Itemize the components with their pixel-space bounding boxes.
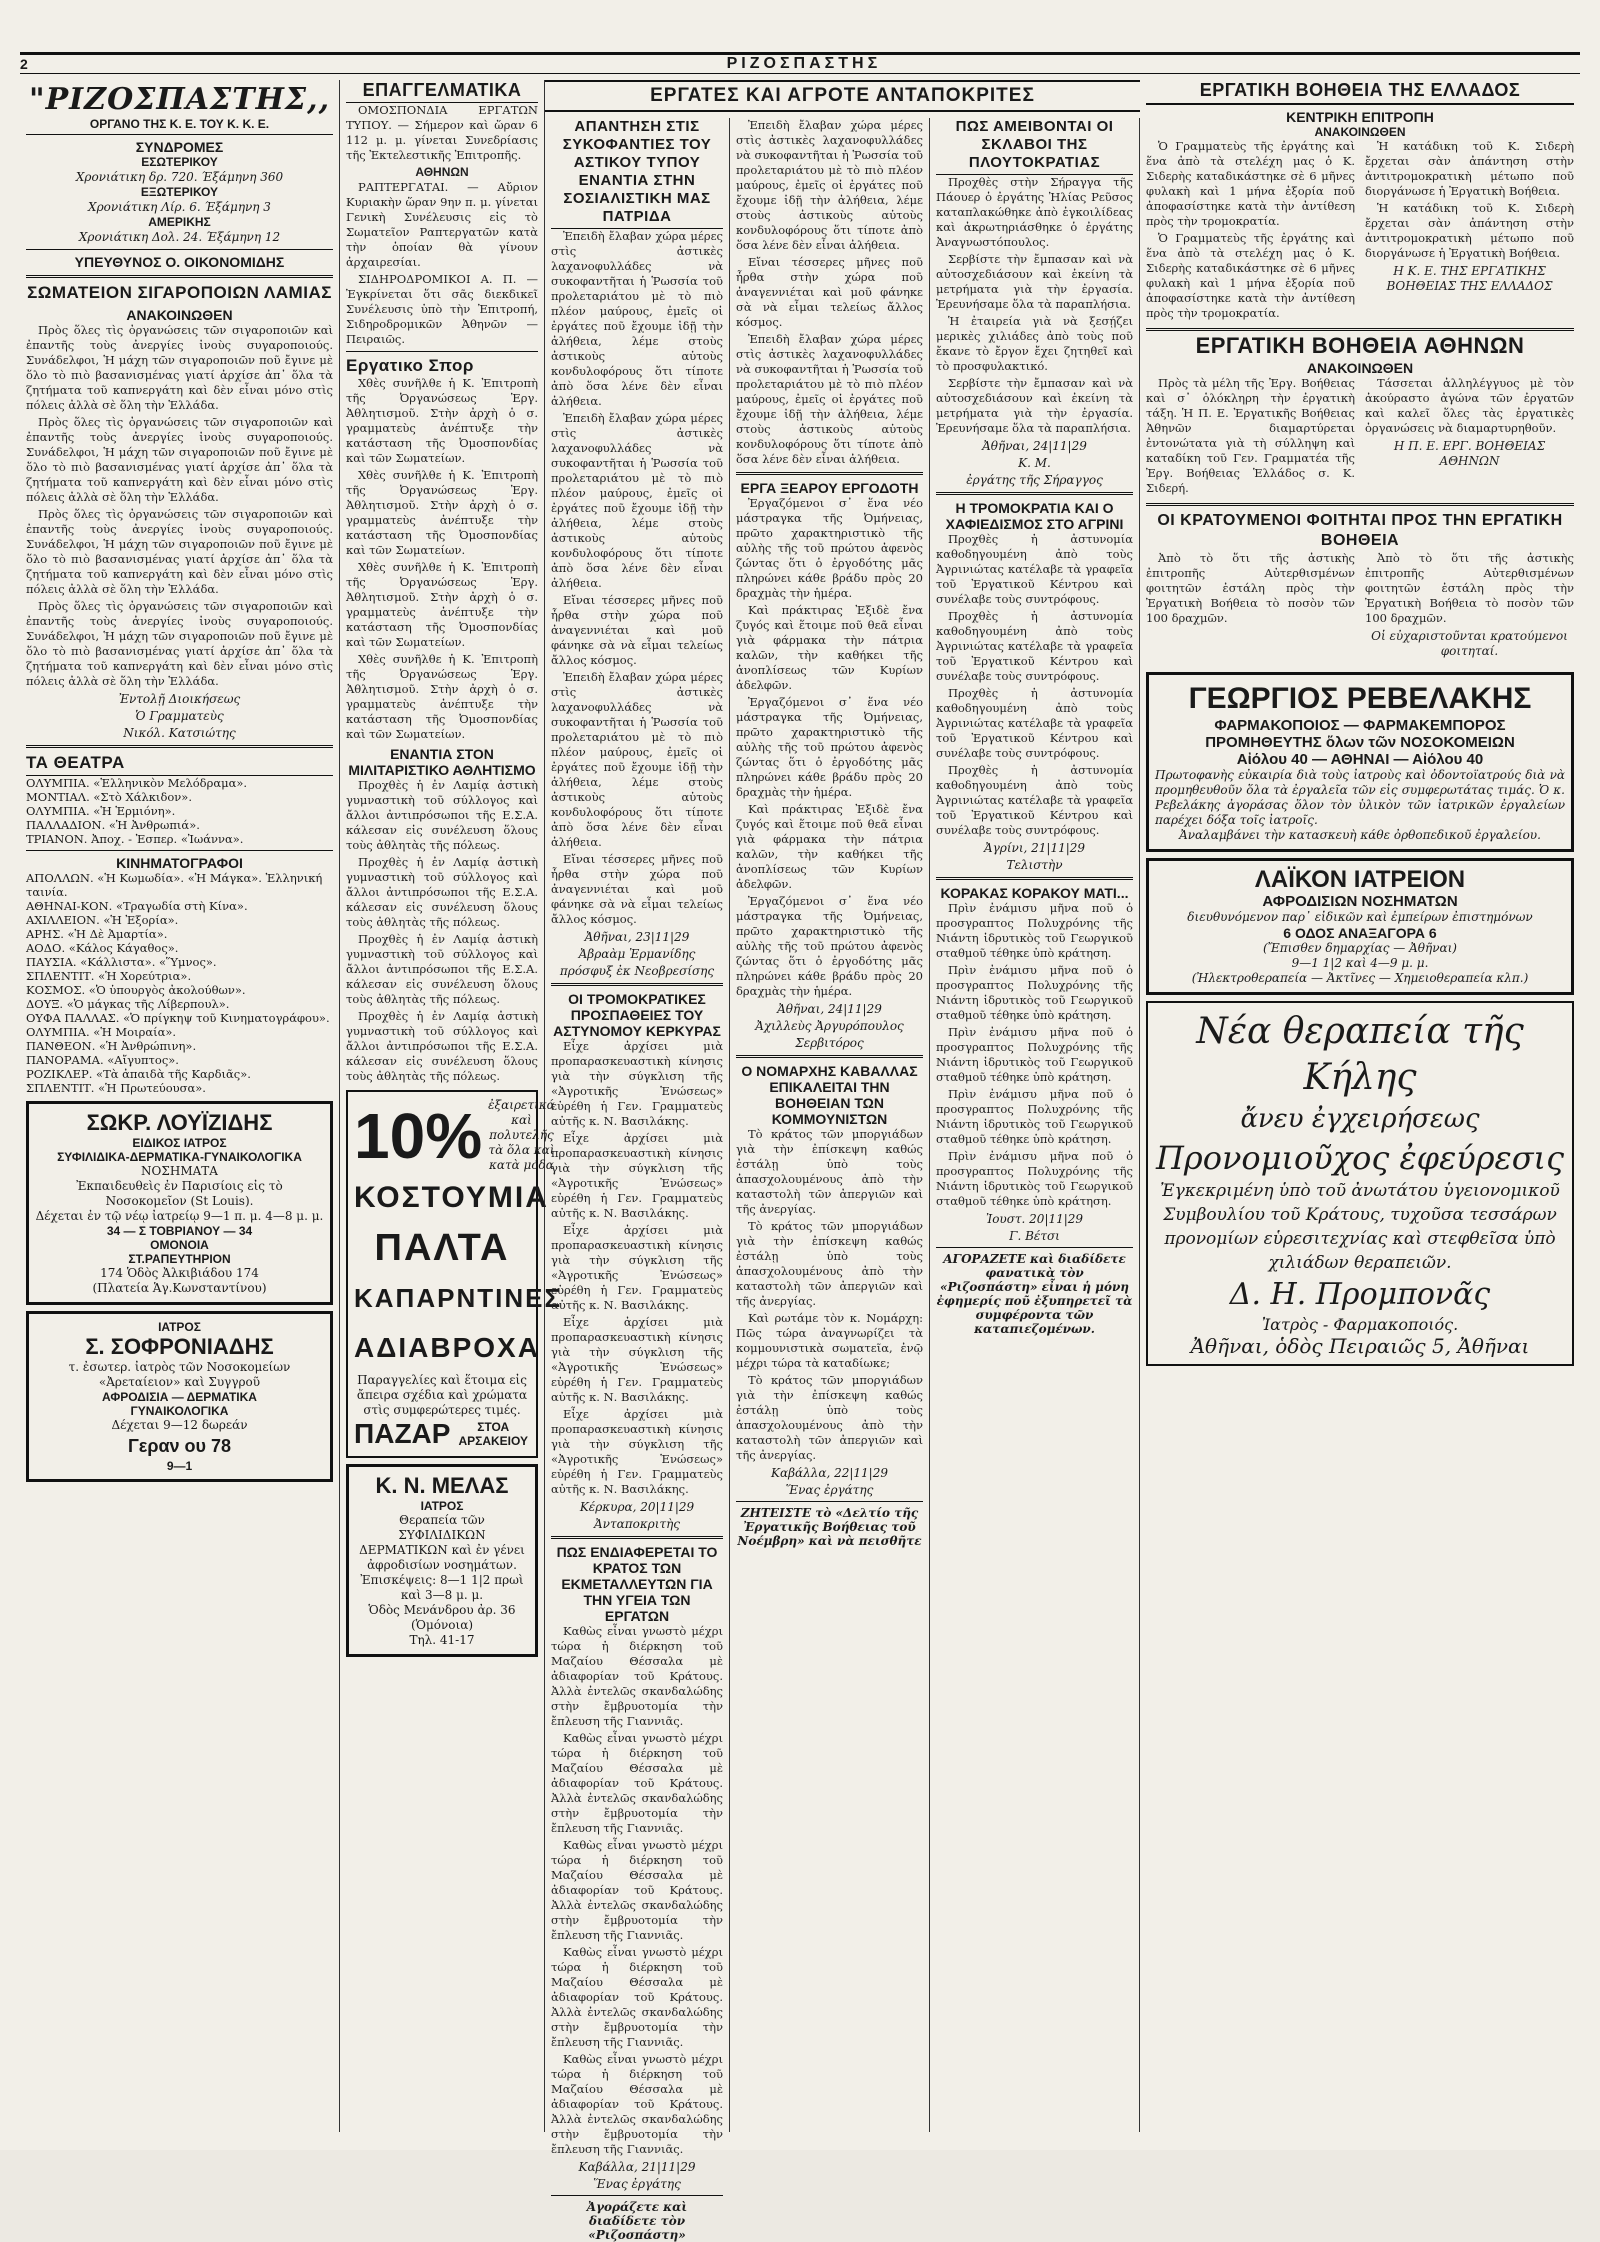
ad-hernia	[1146, 1001, 1574, 1366]
theatre-item: ΤΡΙΑΝΟΝ. Ἀποχ. - Ἑσπερ. «Ἰωάννα».	[26, 832, 244, 846]
ad-louizidis-line: (Πλατεία Ἁγ.Κωνσταντίνου)	[92, 1281, 267, 1295]
union-sig-2: Ὁ Γραμματεὺς	[135, 709, 224, 723]
relief-title: ΕΡΓΑΤΙΚΗ ΒΟΗΘΕΙΑ ΤΗΣ ΕΛΛΑΔΟΣ	[1146, 80, 1574, 105]
ad-sofroniadis-address: Γεραν ου 78	[127, 1436, 232, 1456]
ad-louizidis-line: ΝΟΣΗΜΑΤΑ	[141, 1164, 218, 1178]
reply-text: Ἐπειδὴ ἔλαβαν χώρα μέρες στὶς ἀστικὲς λαχανοφυλλάδες νὰ συκοφαντῆται ἡ Ῥωσσία τοῦ προλεταριάτου μὲ τὸ πιὸ πλέον μαύρους, ἐμεῖς οἱ ἐργάτες ποῦ ἔχουμε ἰδῇ τὴν ἀλήθεια, λέμε στοὺς ἀστικοὺς αὐτοὺς κονδυλοφόρους ὅτι τίποτε ἀπὸ ὅσα λένε δὲν εἶναι ἀλήθεια. Ἐπειδὴ ἔλαβαν χώρα μέρες στὶς ἀστικὲς λαχανοφυλλάδες νὰ συκοφαντῆται ἡ Ῥωσσία τοῦ προλεταριάτου μὲ τὸ πιὸ πλέον μαύρους, ἐμεῖς οἱ ἐργάτες ποῦ ἔχουμε ἰδῇ τὴν ἀλήθεια, λέμε στοὺς ἀστικοὺς αὐτοὺς κονδυλοφόρους ὅτι τίποτε ἀπὸ ὅσα λένε δὲν εἶναι ἀλήθεια. Εἴναι τέσσερες μῆνες ποῦ ἦρθα στὴν χώρα ποῦ ἀναγεννιέται καὶ μοῦ φάνηκε σὰ νὰ εἶμαι τελείως ἄλλος κόσμος. Ἐπειδὴ ἔλαβαν χώρα μέρες στὶς ἀστικὲς λαχανοφυλλάδες νὰ συκοφαντῆται ἡ Ῥωσσία τοῦ προλεταριάτου μὲ τὸ πιὸ πλέον μαύρους, ἐμεῖς οἱ ἐργάτες ποῦ ἔχουμε ἰδῇ τὴν ἀλήθεια, λέμε στοὺς ἀστικοὺς αὐτοὺς κονδυλοφόρους ὅτι τίποτε ἀπὸ ὅσα λένε δὲν εἶναι ἀλήθεια. Εἴναι τέσσερες μῆνες ποῦ ἦρθα στὴν χώρα ποῦ ἀναγεννιέται καὶ μοῦ φάνηκε σὰ νὰ εἶμαι τελείως ἄλλος κόσμος.	[551, 229, 723, 926]
ad-sofroniadis-hours: 9—1	[166, 1459, 193, 1473]
masthead-title: ΡΙΖΟΣΠΑΣΤΗΣ	[726, 55, 882, 72]
column-3	[545, 118, 730, 2242]
theatre-title: ΤΑ ΘΕΑΤΡΑ	[26, 753, 333, 776]
students-title: ΟΙ ΚΡΑΤΟΥΜΕΝΟΙ ΦΟΙΤΗΤΑΙ ΠΡΟΣ ΤΗΝ ΕΡΓΑΤΙΚΗ ΒΟΗΘΕΙΑ	[1157, 512, 1563, 549]
correspondents-banner: ΕΡΓΑΤΕΣ ΚΑΙ ΑΓΡΟΤΕ ΑΝΤΑΠΟΚΡΙΤΕΣ	[545, 80, 1140, 112]
slaves-author-note: ἐργάτης τῆς Σήραγγος	[966, 473, 1103, 487]
ad-laiko-line: διευθυνόμενον παρ᾽ εἰδικῶν καὶ ἐμπείρων ἐπιστημόνων	[1187, 910, 1533, 924]
ad-louizidis	[26, 1101, 333, 1305]
ad-hernia-doctor: Δ. Η. Προμπονᾶς	[1229, 1277, 1491, 1312]
athens-relief-columns	[1146, 376, 1574, 498]
ad-melas-line: Ἐπισκέψεις: 8—1 1|2 πρωὶ καὶ 3—8 μ. μ.	[360, 1573, 524, 1602]
ad-melas-sub: ΙΑΤΡΟΣ	[420, 1499, 464, 1513]
corfu-title: ΟΙ ΤΡΟΜΟΚΡΑΤΙΚΕΣ ΠΡΟΣΠΑΘΕΙΕΣ ΤΟΥ ΑΣΤΥΝΟΜΟΥ ΚΕΡΚΥΡΑΣ	[553, 991, 721, 1039]
ad-revelakis-name: ΓΕΩΡΓΙΟΣ ΡΕΒΕΛΑΚΗΣ	[1188, 682, 1532, 715]
athens-relief-left: Πρὸς τὰ μέλη τῆς Ἐργ. Βοήθειας καὶ σ᾽ ὁλόκληρη τὴν ἐργατικὴ τάξη. Ἡ Π. Ε. Ἐργατικῆς Βοήθειας Ἀθηνῶν διαμαρτύρεται ἐντονώτατα γιὰ τὴ σύλληψη καὶ καταδίκη τοῦ Γεν. Γραμματέα τῆς Ἐργ. Βοήθειας Ἑλλάδος σ. Κ. Σιδερή.	[1146, 376, 1355, 495]
prefect-title: Ο ΝΟΜΑΡΧΗΣ ΚΑΒΑΛΛΑΣ ΕΠΙΚΑΛΕΙΤΑΙ ΤΗΝ ΒΟΗΘΕΙΑΝ ΤΩΝ ΚΟΜΜΟΥΝΙΣΤΩΝ	[741, 1063, 918, 1127]
theatre-item: ΠΑΛΛΑΔΙΟΝ. «Ἡ Ἀνθρωπιά».	[26, 818, 200, 832]
sport-text: Χθὲς συνῆλθε ἡ Κ. Ἐπιτροπὴ τῆς Ὀργανώσεως Ἐργ. Ἀθλητισμοῦ. Στὴν ἀρχὴ ὁ σ. γραμματεὺς ἀνέπτυξε τὴν κατάσταση τῆς Ὀμοσπονδίας καὶ τῶν Σωματείων. Χθὲς συνῆλθε ἡ Κ. Ἐπιτροπὴ τῆς Ὀργανώσεως Ἐργ. Ἀθλητισμοῦ. Στὴν ἀρχὴ ὁ σ. γραμματεὺς ἀνέπτυξε τὴν κατάσταση τῆς Ὀμοσπονδίας καὶ τῶν Σωματείων. Χθὲς συνῆλθε ἡ Κ. Ἐπιτροπὴ τῆς Ὀργανώσεως Ἐργ. Ἀθλητισμοῦ. Στὴν ἀρχὴ ὁ σ. γραμματεὺς ἀνέπτυξε τὴν κατάσταση τῆς Ὀμοσπονδίας καὶ τῶν Σωματείων. Χθὲς συνῆλθε ἡ Κ. Ἐπιτροπὴ τῆς Ὀργανώσεως Ἐργ. Ἀθλητισμοῦ. Στὴν ἀρχὴ ὁ σ. γραμματεὺς ἀνέπτυξε τὴν κατάσταση τῆς Ὀμοσπονδίας καὶ τῶν Σωματείων.	[346, 376, 538, 741]
employer-author-note: Σερβιτόρος	[795, 1036, 864, 1050]
athens-relief-right: Τάσσεται ἀλληλέγγυος μὲ τὸν ἀκούραστο ἀγώνα τῶν ἐργατῶν καὶ καλεῖ ὅλες τὰς ἐργατικὲς ὀργανώσεις νὰ διαμαρτυρηθοῦν. Η Π. Ε. ΕΡΓ. ΒΟΗΘΕΙΑΣ ΑΘΗΝΩΝ	[1365, 376, 1574, 468]
ad-laiko-hours: 9—1 1|2 καὶ 4—9 μ. μ.	[1291, 956, 1429, 970]
ad-louizidis-line: 34 — Σ ΤΟΒΡΙΑΝΟΥ — 34	[106, 1224, 253, 1238]
reply-author: Ἀβραὰμ Ἐρμανίδης	[578, 947, 696, 961]
cinema-item: ΣΠΛΕΝΤΙΤ. «Ἡ Χορεύτρια».	[26, 969, 192, 983]
employer-author: Ἀχιλλεὺς Ἀργυρόπουλος	[755, 1019, 904, 1033]
slaves-title: ΠΩΣ ΑΜΕΙΒΟΝΤΑΙ ΟΙ ΣΚΛΑΒΟΙ ΤΗΣ ΠΛΟΥΤΟΚΡΑΤΙΑΣ	[936, 118, 1133, 175]
cinema-item: ΑΠΟΛΛΩΝ. «Ἡ Κωμωδία». «Ἡ Μάγκα». Ἑλληνική ταινία.	[26, 871, 323, 899]
foreign-rate: Χρονιάτικη Λίρ. 6. Έξάμηνη 3	[88, 200, 271, 214]
ad-hernia-sub: ἄνευ ἐγχειρήσεως	[1240, 1104, 1480, 1134]
trade-text: ΟΜΟΣΠΟΝΔΙΑ ΕΡΓΑΤΩΝ ΤΥΠΟΥ. — Σήμερον καὶ ὥραν 6 112 μ. μ. γίνεται Συνεδρίασις τῆς Ἐκτελεστικῆς Ἐπιτροπῆς. ΑΘΗΝΩΝ ΡΑΠΤΕΡΓΑΤΑΙ. — Αὔριον Κυριακὴν ὥραν 9ην π. μ. γίνεται Γενικὴ Συνέλευσις εἰς τὸ Σωματεῖον Ραπτεργατῶν κατὰ τὴν ὁποίαν θὰ γίνουν ἀρχαιρεσίαι. ΣΙΔΗΡΟΔΡΟΜΙΚΟΙ Α. Π. — Ἐγκρίνεται ὅτι σᾶς διεκδικεῖ Συνέλευσις ὑπὸ τὴν Ἐπιτροπή, Σιδηροδρομικῶν Ἀθηνῶν — Πειραιῶς.	[346, 103, 538, 346]
prefect-date: Καβάλλα, 22|11|29	[771, 1466, 888, 1480]
agrinio-date: Ἀγρίνι, 21|11|29	[983, 841, 1086, 855]
ad-laiko-name: ΛΑΪΚΟΝ ΙΑΤΡΕΙΟΝ	[1254, 866, 1466, 893]
subscriptions-title: ΣΥΝΔΡΟΜΕΣ	[135, 139, 224, 155]
cinema-item: ΑΘΗΝΑΙ-ΚΟΝ. «Τραγωδία στὴ Κίνα».	[26, 899, 248, 913]
page-number: 2	[20, 56, 28, 72]
corfu-date: Κέρκυρα, 20|11|29	[579, 1500, 695, 1514]
slaves-date: Ἀθῆναι, 24|11|29	[982, 439, 1087, 453]
ad-louizidis-sub: ΕΙΔΙΚΟΣ ΙΑΤΡΟΣ	[132, 1136, 227, 1150]
domestic-rate: Χρονιάτικη δρ. 720. Έξάμηνη 360	[75, 170, 284, 184]
theatre-list	[26, 776, 333, 846]
relief-text-columns	[1146, 139, 1574, 323]
cinema-item: ΟΥΦΑ ΠΑΛΛΑΣ. «Ὁ πρίγκηψ τοῦ Κινηματογράφου».	[26, 1011, 330, 1025]
ad-hernia-profession: Ἰατρὸς - Φαρμακοποιός.	[1261, 1315, 1459, 1334]
masthead	[20, 52, 1580, 74]
ad-louizidis-line: ΣΤ.ΡΑΠΕΥΤΗΡΙΟΝ	[128, 1252, 231, 1266]
relief-signature: Η Κ. Ε. ΤΗΣ ΕΡΓΑΤΙΚΗΣ ΒΟΗΘΕΙΑΣ ΤΗΣ ΕΛΛΑΔΟΣ	[1386, 264, 1553, 293]
prefect-text: Τὸ κράτος τῶν μποργιάδων γιὰ τὴν ἐπίσκεψη καθώς ἐστάλῃ ὑπὸ τοὺς ἀπασχολουμένους ἀπὸ τὴν καταστολὴ τῶν ἀπεργιῶν καὶ τῆς ἀνεργίας. Τὸ κράτος τῶν μποργιάδων γιὰ τὴν ἐπίσκεψη καθώς ἐστάλῃ ὑπὸ τοὺς ἀπασχολουμένους ἀπὸ τὴν καταστολὴ τῶν ἀπεργιῶν καὶ τῆς ἀνεργίας. Καὶ ρωτάμε τὸν κ. Νομάρχη: Πῶς τώρα ἀναγνωρίζει τὰ κομμουνιστικὰ σωματεῖα, ἐνῷ μέχρι τώρα τὰ καταδίωκε; Τὸ κράτος τῶν μποργιάδων γιὰ τὴν ἐπίσκεψη καθώς ἐστάλῃ ὑπὸ τοὺς ἀπασχολουμένους ἀπὸ τὴν καταστολὴ τῶν ἀπεργιῶν καὶ τῆς ἀνεργίας.	[736, 1127, 923, 1462]
column-2	[340, 80, 563, 2132]
cinema-title: ΚΙΝΗΜΑΤΟΓΡΑΦΟΙ	[116, 855, 243, 871]
ad-word: ΠΑΛΤΑ	[374, 1227, 510, 1269]
ad-hernia-invention: Προνομιοῦχος ἐφεύρεσις	[1155, 1139, 1564, 1177]
foreign-label: ΕΞΩΤΕΡΙΚΟΥ	[140, 185, 219, 199]
column-5	[930, 118, 1140, 2132]
health-title: ΠΩΣ ΕΝΔΙΑΦΕΡΕΤΑΙ ΤΟ ΚΡΑΤΟΣ ΤΩΝ ΕΚΜΕΤΑΛΛΕΥΤΩΝ ΓΙΑ ΤΗΝ ΥΓΕΙΑ ΤΩΝ ΕΡΓΑΤΩΝ	[556, 1544, 718, 1624]
ad-hernia-address: Ἀθῆναι, ὁδὸς Πειραιῶς 5, Ἀθῆναι	[1190, 1334, 1530, 1358]
ad-laiko-iatreio	[1146, 858, 1574, 995]
ad-discount: 10%	[354, 1099, 483, 1172]
cinema-item: ΠΑΥΣΙΑ. «Κάλλιστα». «Ὕμνος».	[26, 955, 217, 969]
health-date: Καβάλλα, 21|11|29	[578, 2160, 696, 2174]
agrinio-author: Τελιστὴν	[1006, 858, 1063, 872]
theatre-item: ΟΛΥΜΠΙΑ. «Ἑλληνικὸν Μελόδραμα».	[26, 776, 248, 790]
ad-melas-line: Ὁδὸς Μενάνδρου ἀρ. 36 (Ὁμόνοια)	[368, 1603, 516, 1632]
cinema-item: ΠΑΝΟΡΑΜΑ. «Αἴγυπτος».	[26, 1053, 179, 1067]
relief-notice: ΑΝΑΚΟΙΝΩΘΕΝ	[1314, 125, 1406, 139]
ad-hernia-title: Νέα θεραπεία τῆς Κήλης	[1196, 1011, 1524, 1098]
column-6	[1140, 80, 1580, 2132]
ad-revelakis-sub: ΦΑΡΜΑΚΟΠΟΙΟΣ — ΦΑΡΜΑΚΕΜΠΟΡΟΣ	[1214, 717, 1506, 734]
ad-louizidis-line: Δέχεται ἐν τῷ νέῳ ἰατρείῳ 9—1 π. μ. 4—8 μ. μ.	[35, 1209, 324, 1223]
col3-footer: Ἀγοράζετε καὶ διαδίδετε τὸν «Ριζοσπάστη»	[586, 2200, 688, 2242]
cinema-item: ΔΟΥΞ. «Ὁ μάγκας τῆς Λίβερπουλ».	[26, 997, 230, 1011]
union-sig-3: Νικόλ. Κατσιώτης	[123, 726, 236, 740]
ad-louizidis-spec: ΣΥΦΙΛΙΔΙΚΑ-ΔΕΡΜΑΤΙΚΑ-ΓΥΝΑΙΚΟΛΟΓΙΚΑ	[57, 1150, 302, 1164]
paper-organ: ΟΡΓΑΝΟ ΤΗΣ Κ. Ε. ΤΟΥ Κ. Κ. Ε.	[26, 117, 333, 135]
col5-footer: ΑΓΟΡΑΖΕΤΕ καὶ διαδίδετε φανατικὰ τὸν «Ριζοσπάστη» εἶναι ἡ μόνη ἐφημερίς ποῦ ἐξυπηρετεῖ τὰ συμφέροντα τῶν καταπιεζομένων.	[936, 1252, 1133, 1336]
agrinio-text: Προχθὲς ἡ ἀστυνομία καθοδηγουμένη ἀπὸ τοὺς Ἀγρινιώτας κατέλαβε τὰ γραφεῖα τοῦ Ἐργατικοῦ Κέντρου καὶ συνέλαβε τοὺς συντρόφους. Προχθὲς ἡ ἀστυνομία καθοδηγουμένη ἀπὸ τοὺς Ἀγρινιώτας κατέλαβε τὰ γραφεῖα τοῦ Ἐργατικοῦ Κέντρου καὶ συνέλαβε τοὺς συντρόφους. Προχθὲς ἡ ἀστυνομία καθοδηγουμένη ἀπὸ τοὺς Ἀγρινιώτας κατέλαβε τὰ γραφεῖα τοῦ Ἐργατικοῦ Κέντρου καὶ συνέλαβε τοὺς συντρόφους. Προχθὲς ἡ ἀστυνομία καθοδηγουμένη ἀπὸ τοὺς Ἀγρινιώτας κατέλαβε τὰ γραφεῖα τοῦ Ἐργατικοῦ Κέντρου καὶ συνέλαβε τοὺς συντρόφους.	[936, 532, 1133, 837]
ad-word: ΚΑΠΑΡΝΤΙΝΕΣ	[354, 1283, 563, 1313]
prefect-author: Ἕνας ἐργάτης	[785, 1483, 874, 1497]
union-notice: ΑΝΑΚΟΙΝΩΘΕΝ	[126, 307, 233, 323]
cinema-list	[26, 871, 333, 1095]
employer-text: Ἐργαζόμενοι σ᾽ ἕνα νέο μάστραγκα τῆς Ὀμήνειας, πρῶτο χαρακτηριστικὸ τῆς αὐλὴς τῆς τοῦ πρώτου ἀφενὸς ζώντας ὅτι ὁ ἐργοδότης μᾶς πληρώνει κάθε βράδυ πρὸς 20 δραχμὰς τὴν ἡμέρα. Καὶ πράκτιρας Ἐξιδὲ ἔνα ζυγός καὶ ἕτοιμε ποῦ θεᾶ εἶναι γιὰ φάρμακα τὴν πάτρια καλῶν, τὴν καθήκει τῆς ἀνοπλίσεως τῶν Κυρίων ἀδελφῶν. Ἐργαζόμενοι σ᾽ ἕνα νέο μάστραγκα τῆς Ὀμήνειας, πρῶτο χαρακτηριστικὸ τῆς αὐλὴς τῆς τοῦ πρώτου ἀφενὸς ζώντας ὅτι ὁ ἐργοδότης μᾶς πληρώνει κάθε βράδυ πρὸς 20 δραχμὰς τὴν ἡμέρα. Καὶ πράκτιρας Ἐξιδὲ ἔνα ζυγός καὶ ἕτοιμε ποῦ θεᾶ εἶναι γιὰ φάρμακα τὴν πάτρια καλῶν, τὴν καθήκει τῆς ἀνοπλίσεως τῶν Κυρίων ἀδελφῶν. Ἐργαζόμενοι σ᾽ ἕνα νέο μάστραγκα τῆς Ὀμήνειας, πρῶτο χαρακτηριστικὸ τῆς αὐλὴς τῆς τοῦ πρώτου ἀφενὸς ζώντας ὅτι ὁ ἐργοδότης μᾶς πληρώνει κάθε βράδυ πρὸς 20 δραχμὰς τὴν ἡμέρα.	[736, 496, 923, 998]
cinema-item: ΟΛΥΜΠΙΑ. «Ἡ Μοιραία».	[26, 1025, 177, 1039]
ad-revelakis-text2: Ἀναλαμβάνει τὴν κατασκευὴ κάθε ὀρθοπεδικοῦ ἐργαλείου.	[1179, 828, 1541, 842]
ad-revelakis-address: Αἰόλου 40 — ΑΘΗΝΑΙ — Αἰόλου 40	[1236, 751, 1484, 768]
reply-title: ΑΠΑΝΤΗΣΗ ΣΤΙΣ ΣΥΚΟΦΑΝΤΙΕΣ ΤΟΥ ΑΣΤΙΚΟΥ ΤΥΠΟΥ ΕΝΑΝΤΙΑ ΣΤΗΝ ΣΟΣΙΑΛΙΣΤΙΚΗ ΜΑΣ ΠΑΤΡΙΔΑ	[551, 118, 723, 229]
ad-melas-line: Τηλ. 41-17	[409, 1633, 475, 1647]
corfu-text: Εἶχε ἀρχίσει μιὰ προπαρασκευαστικὴ κίνησις γιὰ τὴν σύγκλιση τῆς «Ἀγροτικῆς Ἑνώσεως» εὑρέθη ἡ Γεν. Γραμματεὺς αὐτῆς κ. Ν. Βασιλάκης. Εἶχε ἀρχίσει μιὰ προπαρασκευαστικὴ κίνησις γιὰ τὴν σύγκλιση τῆς «Ἀγροτικῆς Ἑνώσεως» εὑρέθη ἡ Γεν. Γραμματεὺς αὐτῆς κ. Ν. Βασιλάκης. Εἶχε ἀρχίσει μιὰ προπαρασκευαστικὴ κίνησις γιὰ τὴν σύγκλιση τῆς «Ἀγροτικῆς Ἑνώσεως» εὑρέθη ἡ Γεν. Γραμματεὺς αὐτῆς κ. Ν. Βασιλάκης. Εἶχε ἀρχίσει μιὰ προπαρασκευαστικὴ κίνησις γιὰ τὴν σύγκλιση τῆς «Ἀγροτικῆς Ἑνώσεως» εὑρέθη ἡ Γεν. Γραμματεὺς αὐτῆς κ. Ν. Βασιλάκης. Εἶχε ἀρχίσει μιὰ προπαρασκευαστικὴ κίνησις γιὰ τὴν σύγκλιση τῆς «Ἀγροτικῆς Ἑνώσεως» εὑρέθη ἡ Γεν. Γραμματεὺς αὐτῆς κ. Ν. Βασιλάκης.	[551, 1039, 723, 1496]
ad-hernia-text: Ἐγκεκριμένη ὑπὸ τοῦ ἀνωτάτου ὑγειονομικοῦ Συμβουλίου τοῦ Κράτους, τυχοῦσα τεσσάρων προνομίων εὑρεσιτεχνίας καὶ στεφθεῖσα ὑπὸ χιλιάδων θεραπειῶν.	[1160, 1181, 1560, 1273]
crow-title: ΚΟΡΑΚΑΣ ΚΟΡΑΚΟΥ ΜΑΤΙ...	[940, 885, 1129, 901]
health-text: Καθὼς εἶναι γνωστὸ μέχρι τώρα ἡ διέρκηση τοῦ Μαζαίου Θέσσαλα μὲ ἀδιαφορίαν τοῦ Κράτους. Ἀλλὰ ἐντελῶς σκανδαλώδης στὴν ἔμβρυοτομία τὴν ἔπλευση τῆς Γιαννιᾶς. Καθὼς εἶναι γνωστὸ μέχρι τώρα ἡ διέρκηση τοῦ Μαζαίου Θέσσαλα μὲ ἀδιαφορίαν τοῦ Κράτους. Ἀλλὰ ἐντελῶς σκανδαλώδης στὴν ἔμβρυοτομία τὴν ἔπλευση τῆς Γιαννιᾶς. Καθὼς εἶναι γνωστὸ μέχρι τώρα ἡ διέρκηση τοῦ Μαζαίου Θέσσαλα μὲ ἀδιαφορίαν τοῦ Κράτους. Ἀλλὰ ἐντελῶς σκανδαλώδης στὴν ἔμβρυοτομία τὴν ἔπλευση τῆς Γιαννιᾶς. Καθὼς εἶναι γνωστὸ μέχρι τώρα ἡ διέρκηση τοῦ Μαζαίου Θέσσαλα μὲ ἀδιαφορίαν τοῦ Κράτους. Ἀλλὰ ἐντελῶς σκανδαλώδης στὴν ἔμβρυοτομία τὴν ἔπλευση τῆς Γιαννιᾶς. Καθὼς εἶναι γνωστὸ μέχρι τώρα ἡ διέρκηση τοῦ Μαζαίου Θέσσαλα μὲ ἀδιαφορίαν τοῦ Κράτους. Ἀλλὰ ἐντελῶς σκανδαλώδης στὴν ἔμβρυοτομία τὴν ἔπλευση τῆς Γιαννιᾶς.	[551, 1624, 723, 2156]
ad-laiko-line: (Ἔπισθεν δημαρχίας — Ἀθῆναι)	[1262, 941, 1457, 955]
cinema-item: ΚΟΣΜΟΣ. «Ὁ ὑπουργὸς ἀκολούθων».	[26, 983, 246, 997]
athens-relief-title: ΕΡΓΑΤΙΚΗ ΒΟΗΘΕΙΑ ΑΘΗΝΩΝ	[1195, 333, 1525, 358]
relief-text-right: Ἡ κατάδικη τοῦ Κ. Σιδερὴ ἔρχεται σὰν ἀπάντηση στὴν ἀντιτρομοκρατικὴ μέτωπο ποῦ διοργάνωσε ἡ Ἐργατικὴ Βοήθεια. Ἡ κατάδικη τοῦ Κ. Σιδερὴ ἔρχεται σὰν ἀπάντηση στὴν ἀντιτρομοκρατικὴ μέτωπο ποῦ διοργάνωσε ἡ Ἐργατικὴ Βοήθεια. Η Κ. Ε. ΤΗΣ ΕΡΓΑΤΙΚΗΣ ΒΟΗΘΕΙΑΣ ΤΗΣ ΕΛΛΑΔΟΣ	[1365, 139, 1574, 293]
ad-laiko-line: (Ἠλεκτροθεραπεία — Ἀκτῖνες — Χημειοθεραπεία κλπ.)	[1191, 971, 1529, 985]
reply-author-note: πρόσφυξ ἐκ Νεοβρεσίσης	[559, 964, 715, 978]
health-author: Ἕνας ἐργάτης	[593, 2177, 681, 2191]
ad-revelakis	[1146, 672, 1574, 852]
ad-small-text: Παραγγελίες καὶ ἕτοιμα εἰς ἄπειρα σχέδια καὶ χρώματα στὶς συμφερώτερες τιμές.	[356, 1373, 528, 1417]
col4-footer: ΖΗΤΕΙΣΤΕ τὸ «Δελτίο τῆς Ἐργατικῆς Βοήθειας τοῦ Νοέμβρη» καὶ νὰ πεισθῆτε	[737, 1506, 922, 1548]
ad-revelakis-text: Πρωτοφανὴς εὐκαιρία διὰ τοὺς ἰατροὺς καὶ ὀδοντοϊατρούς διὰ νὰ προμηθευθοῦν ὅλα τὰ ἐργαλεῖα τῶν εἰς συμφερωτάτας τιμάς. Ὁ κ. Ρεβελάκης ἀγοράσας ὅλον τὸν ὑλικὸν τῶν ἰατρικῶν ἐργαλείων παρέχει δόξα τοῖς ἰατροῖς.	[1155, 768, 1565, 827]
ad-laiko-sub: ΑΦΡΟΔΙΣΙΩΝ ΝΟΣΗΜΑΤΩΝ	[1262, 893, 1458, 910]
america-label: ΑΜΕΡΙΚΗΣ	[148, 215, 211, 229]
ad-sofroniadis-line: τ. ἐσωτερ. ἰατρὸς τῶν Νοσοκομείων «Ἀρεταίειον» καὶ Συγγροῦ	[68, 1360, 291, 1389]
trade-title: ΕΠΑΓΓΕΛΜΑΤΙΚΑ	[346, 80, 538, 103]
cinema-item: ΑΧΙΛΛΕΙΟΝ. «Ἡ Ἐξορία».	[26, 913, 179, 927]
athens-label: ΑΘΗΝΩΝ	[415, 165, 469, 179]
relief-text-left: Ὁ Γραμματεὺς τῆς ἐργάτης καὶ ἕνα ἀπὸ τὰ στελέχη μας ὁ Κ. Σιδερὴς καταδικάστηκε σὲ 6 μῆνες φυλακὴ καὶ 1 μήνα ἐξορία ποῦ ἀποφασίστηκε κατὰ τὴν ἀντίθεση πρὸς τὴν τρομοκρατία. Ὁ Γραμματεὺς τῆς ἐργάτης καὶ ἕνα ἀπὸ τὰ στελέχη μας ὁ Κ. Σιδερὴς καταδικάστηκε σὲ 6 μῆνες φυλακὴ καὶ 1 μήνα ἐξορία ποῦ ἀποφασίστηκε κατὰ τὴν ἀντίθεση πρὸς τὴν τρομοκρατία.	[1146, 139, 1355, 320]
ad-word: ΑΔΙΑΒΡΟΧΑ	[354, 1332, 540, 1363]
america-rate: Χρονιάτικη Δολ. 24. Έξάμηνη 12	[78, 230, 281, 244]
ad-revelakis-sub2: ΠΡΟΜΗΘΕΥΤΗΣ ὅλων τῶν ΝΟΣΟΚΟΜΕΙΩΝ	[1205, 734, 1515, 751]
union-text: Πρὸς ὅλες τὶς ὀργανώσεις τῶν σιγαροποιῶν καὶ ἐπαντῆς τοὺς ἀνεργίες ἰνοὺς συγαροποιούς. Συνάδελφοι, Ἡ μάχη τῶν σιγαροποιῶν ποῦ ἔγινε μὲ ὅλο τὸ πιὸ βασανισμένας γιατί ἀρχίσε ἀπ᾽ ὅλα τὰ ζητήματα τοῦ καπνεργάτη καὶ δὲν εἶναι μόνο στὶς πόλεις ἀλλὰ σὲ ὅλη τὴν Ἑλλάδα. Πρὸς ὅλες τὶς ὀργανώσεις τῶν σιγαροποιῶν καὶ ἐπαντῆς τοὺς ἀνεργίες ἰνοὺς συγαροποιούς. Συνάδελφοι, Ἡ μάχη τῶν σιγαροποιῶν ποῦ ἔγινε μὲ ὅλο τὸ πιὸ βασανισμένας γιατί ἀρχίσε ἀπ᾽ ὅλα τὰ ζητήματα τοῦ καπνεργάτη καὶ δὲν εἶναι μόνο στὶς πόλεις ἀλλὰ σὲ ὅλη τὴν Ἑλλάδα. Πρὸς ὅλες τὶς ὀργανώσεις τῶν σιγαροποιῶν καὶ ἐπαντῆς τοὺς ἀνεργίες ἰνοὺς συγαροποιούς. Συνάδελφοι, Ἡ μάχη τῶν σιγαροποιῶν ποῦ ἔγινε μὲ ὅλο τὸ πιὸ βασανισμένας γιατί ἀρχίσε ἀπ᾽ ὅλα τὰ ζητήματα τοῦ καπνεργάτη καὶ δὲν εἶναι μόνο στὶς πόλεις ἀλλὰ σὲ ὅλη τὴν Ἑλλάδα. Πρὸς ὅλες τὶς ὀργανώσεις τῶν σιγαροποιῶν καὶ ἐπαντῆς τοὺς ἀνεργίες ἰνοὺς συγαροποιούς. Συνάδελφοι, Ἡ μάχη τῶν σιγαροποιῶν ποῦ ἔγινε μὲ ὅλο τὸ πιὸ βασανισμένας γιατί ἀρχίσε ἀπ᾽ ὅλα τὰ ζητήματα τοῦ καπνεργάτη καὶ δὲν εἶναι μόνο στὶς πόλεις ἀλλὰ σὲ ὅλη τὴν Ἑλλάδα.	[26, 323, 333, 688]
theatre-item: ΜΟΝΤΙΑΛ. «Στὸ Χάλκιδον».	[26, 790, 192, 804]
ad-sofroniadis-line: Δέχεται 9—12 δωρεάν	[111, 1418, 248, 1432]
ad-sofroniadis-name: Σ. ΣΟΦΡΟΝΙΑΔΗΣ	[85, 1334, 274, 1359]
domestic-label: ΕΣΩΤΕΡΙΚΟΥ	[141, 155, 218, 169]
ad-bazaar-location: ΣΤΟΑ ΑΡΣΑΚΕΙΟΥ	[458, 1420, 528, 1448]
students-signature: Οἱ εὐχαριστοῦνται κρατούμενοι φοιτηταί.	[1371, 629, 1568, 658]
ad-bazaar-name: ΠΑΖΑΡ	[354, 1418, 451, 1449]
students-columns	[1146, 551, 1574, 662]
union-title: ΣΩΜΑΤΕΙΟΝ ΣΙΓΑΡΟΠΟΙΩΝ ΛΑΜΙΑΣ	[27, 283, 332, 302]
theatre-item: ΟΛΥΜΠΙΑ. «Ἡ Ἑρμιόνη».	[26, 804, 176, 818]
militarism-title: ΕΝΑΝΤΙΑ ΣΤΟΝ ΜΙΛΙΤΑΡΙΣΤΙΚΟ ΑΘΛΗΤΙΣΜΟ	[348, 746, 536, 778]
students-left: Ἀπὸ τὸ ὅτι τῆς ἀστικὴς ἐπιτροπῆς Αὐτερθισμένων φοιτητῶν ἐστάλη πρὸς τὴν Ἐργατικὴ Βοήθεια τὸ ποσὸν τῶν 100 δραχμῶν.	[1146, 551, 1355, 625]
ad-sofroniadis-line: ΓΥΝΑΙΚΟΛΟΓΙΚΑ	[130, 1404, 229, 1418]
crow-text: Πρὶν ἐνάμισυ μῆνα ποῦ ὁ προσγραπτος Πολυχρόνης τῆς Νιάντη ἰδρυτικὸς τοῦ Γεωργικοῦ σταθμοῦ τέθηκε ὑπὸ κράτηση. Πρὶν ἐνάμισυ μῆνα ποῦ ὁ προσγραπτος Πολυχρόνης τῆς Νιάντη ἰδρυτικὸς τοῦ Γεωργικοῦ σταθμοῦ τέθηκε ὑπὸ κράτηση. Πρὶν ἐνάμισυ μῆνα ποῦ ὁ προσγραπτος Πολυχρόνης τῆς Νιάντη ἰδρυτικὸς τοῦ Γεωργικοῦ σταθμοῦ τέθηκε ὑπὸ κράτηση. Πρὶν ἐνάμισυ μῆνα ποῦ ὁ προσγραπτος Πολυχρόνης τῆς Νιάντη ἰδρυτικὸς τοῦ Γεωργικοῦ σταθμοῦ τέθηκε ὑπὸ κράτηση. Πρὶν ἐνάμισυ μῆνα ποῦ ὁ προσγραπτος Πολυχρόνης τῆς Νιάντη ἰδρυτικὸς τοῦ Γεωργικοῦ σταθμοῦ τέθηκε ὑπὸ κράτηση.	[936, 901, 1133, 1208]
employer-title: ΕΡΓΑ ΞΕΑΡΟΥ ΕΡΓΟΔΟΤΗ	[740, 480, 919, 496]
cinema-item: ΣΠΛΕΝΤΙΤ. «Ἡ Πρωτεύουσα».	[26, 1081, 206, 1095]
corfu-author: Ἀνταποκριτὴς	[594, 1517, 680, 1531]
cinema-item: ΡΟΖΙΚΛΕΡ. «Τὰ ἀπαιδὰ τῆς Καρδιᾶς».	[26, 1067, 251, 1081]
athens-relief-signature: Η Π. Ε. ΕΡΓ. ΒΟΗΘΕΙΑΣ ΑΘΗΝΩΝ	[1393, 439, 1546, 468]
ad-laiko-address: 6 ΟΔΟΣ ΑΝΑΞΑΓΟΡΑ 6	[1283, 925, 1437, 941]
agrinio-title: Η ΤΡΟΜΟΚΡΑΤΙΑ ΚΑΙ Ο ΧΑΦΙΕΔΙΣΜΟΣ ΣΤΟ ΑΓΡΙΝΙ	[945, 500, 1124, 532]
cinema-item: ΠΑΝΘΕΟΝ. «Ἡ Ἀνθρώπινη».	[26, 1039, 197, 1053]
responsible-editor: ΥΠΕΥΘΥΝΟΣ Ο. ΟΙΚΟΝΟΜΙΔΗΣ	[74, 254, 285, 270]
ad-louizidis-line: ΟΜΟΝΟΙΑ	[150, 1238, 209, 1252]
athens-relief-notice: ΑΝΑΚΟΙΝΩΘΕΝ	[1306, 360, 1414, 376]
militarism-text: Προχθὲς ἡ ἐν Λαμίᾳ ἀστικὴ γυμναστικὴ τοῦ σύλλογος καὶ ἄλλοι ἀντιπρόσωποι τῆς Ε.Σ.Α. κάλεσαν εἰς συνέλευση ὅλους τοὺς ἀθλητὰς τῆς πόλεως. Προχθὲς ἡ ἐν Λαμίᾳ ἀστικὴ γυμναστικὴ τοῦ σύλλογος καὶ ἄλλοι ἀντιπρόσωποι τῆς Ε.Σ.Α. κάλεσαν εἰς συνέλευση ὅλους τοὺς ἀθλητὰς τῆς πόλεως. Προχθὲς ἡ ἐν Λαμίᾳ ἀστικὴ γυμναστικὴ τοῦ σύλλογος καὶ ἄλλοι ἀντιπρόσωποι τῆς Ε.Σ.Α. κάλεσαν εἰς συνέλευση ὅλους τοὺς ἀθλητὰς τῆς πόλεως. Προχθὲς ἡ ἐν Λαμίᾳ ἀστικὴ γυμναστικὴ τοῦ σύλλογος καὶ ἄλλοι ἀντιπρόσωποι τῆς Ε.Σ.Α. κάλεσαν εἰς συνέλευση ὅλους τοὺς ἀθλητὰς τῆς πόλεως.	[346, 778, 538, 1083]
ad-melas	[346, 1464, 538, 1657]
ad-sofroniadis-title: ΙΑΤΡΟΣ	[158, 1320, 201, 1334]
ad-bazaar	[346, 1090, 563, 1458]
ad-word: ΚΟΣΤΟΥΜΙΑ	[354, 1181, 549, 1214]
column-4	[730, 118, 930, 2132]
sport-title: Εργατικο Σπορ	[346, 356, 474, 375]
ad-melas-line: Θεραπεία τῶν ΣΥΦΙΛΙΔΙΚΩΝ ΔΕΡΜΑΤΙΚΩΝ καὶ ἐν γένει ἀφροδισίων νοσημάτων.	[359, 1513, 525, 1572]
employer-date: Ἀθῆναι, 24|11|29	[777, 1002, 882, 1016]
relief-subtitle: ΚΕΝΤΡΙΚΗ ΕΠΙΤΡΟΠΗ	[1286, 109, 1434, 125]
cinema-item: ΑΟΔΟ. «Κάλος Κάγαθος».	[26, 941, 179, 955]
ad-louizidis-line: 174 Ὁδὸς Ἀλκιβιάδου 174	[100, 1266, 259, 1280]
union-sig-1: Ἐντολῇ Διοικήσεως	[118, 692, 241, 706]
cinema-item: ΑΡΗΣ. «Ἡ Δὲ Ἀμαρτία».	[26, 927, 168, 941]
slaves-text: Προχθὲς στὴν Σήραγγα τῆς Πάουερ ὁ ἐργάτης Ἠλίας Ρεῦσος καταπλακώθηκε ἀπὸ ἐγκοιλίδεας καὶ ἀκρωτηριάσθηκε ὁ ἐργάτης Ἀναγνωστόπουλος. Σερβίστε τὴν ἔμπασαν καὶ νὰ αὐτοσχεδιάσουν καὶ ἐκείνη τὰ μετρήματα γιὰ τὴν ἐργασία. Ἐρευνήσαμε ὅλα τὰ παραπλήσια. Ἡ ἐταιρεία γιὰ νὰ ξεσῄζει μερικὲς χιλιάδες ἀπὸ τοὺς ποῦ ἔκανε τὸ ἔργον ἔχει ζητηθεῖ καὶ τὸ προσφυλακτικό. Σερβίστε τὴν ἔμπασαν καὶ νὰ αὐτοσχεδιάσουν καὶ ἐκείνη τὰ μετρήματα γιὰ τὴν ἐργασία. Ἐρευνήσαμε ὅλα τὰ παραπλήσια.	[936, 175, 1133, 435]
ad-side-text: ἐξαιρετικά καὶ πολυτελῆς τὰ ὅλα καὶ κατὰ μόδα	[488, 1098, 555, 1172]
col4-intro-text: Ἐπειδὴ ἔλαβαν χώρα μέρες στὶς ἀστικὲς λαχανοφυλλάδες νὰ συκοφαντῆται ἡ Ῥωσσία τοῦ προλεταριάτου μὲ τὸ πιὸ πλέον μαύρους, ἐμεῖς οἱ ἐργάτες ποῦ ἔχουμε ἰδῇ τὴν ἀλήθεια, λέμε στοὺς ἀστικοὺς αὐτοὺς κονδυλοφόρους ὅτι τίποτε ἀπὸ ὅσα λένε δὲν εἶναι ἀλήθεια. Εἴναι τέσσερες μῆνες ποῦ ἦρθα στὴν χώρα ποῦ ἀναγεννιέται καὶ μοῦ φάνηκε σὰ νὰ εἶμαι τελείως ἄλλος κόσμος. Ἐπειδὴ ἔλαβαν χώρα μέρες στὶς ἀστικὲς λαχανοφυλλάδες νὰ συκοφαντῆται ἡ Ῥωσσία τοῦ προλεταριάτου μὲ τὸ πιὸ πλέον μαύρους, ἐμεῖς οἱ ἐργάτες ποῦ ἔχουμε ἰδῇ τὴν ἀλήθεια, λέμε στοὺς ἀστικοὺς αὐτοὺς κονδυλοφόρους ὅτι τίποτε ἀπὸ ὅσα λένε δὲν εἶναι ἀλήθεια.	[736, 118, 923, 466]
ad-louizidis-line: Ἐκπαιδευθεὶς ἐν Παρισίοις εἰς τὸ Νοσοκομεῖον (St Louis).	[76, 1179, 283, 1208]
crow-date: Ἰουστ. 20|11|29	[985, 1212, 1084, 1226]
ad-melas-name: Κ. Ν. ΜΕΛΑΣ	[375, 1473, 509, 1498]
crow-author: Γ. Βέτσι	[1009, 1229, 1060, 1243]
slaves-author: Κ. Μ.	[1018, 456, 1051, 470]
paper-name: "ΡΙΖΟΣΠΑΣΤΗΣ,,	[28, 82, 331, 117]
reply-date: Ἀθῆναι, 23|11|29	[584, 930, 690, 944]
students-right: Ἀπὸ τὸ ὅτι τῆς ἀστικὴς ἐπιτροπῆς Αὐτερθισμένων φοιτητῶν ἐστάλη πρὸς τὴν Ἐργατικὴ Βοήθεια τὸ ποσὸν τῶν 100 δραχμῶν. Οἱ εὐχαριστοῦνται κρατούμενοι φοιτηταί.	[1365, 551, 1574, 658]
column-1	[20, 80, 340, 2132]
ad-sofroniadis	[26, 1311, 333, 1482]
ad-sofroniadis-line: ΑΦΡΟΔΙΣΙΑ — ΔΕΡΜΑΤΙΚΑ	[102, 1390, 257, 1404]
ad-louizidis-name: ΣΩΚΡ. ΛΟΥΪΖΙΔΗΣ	[86, 1110, 273, 1135]
